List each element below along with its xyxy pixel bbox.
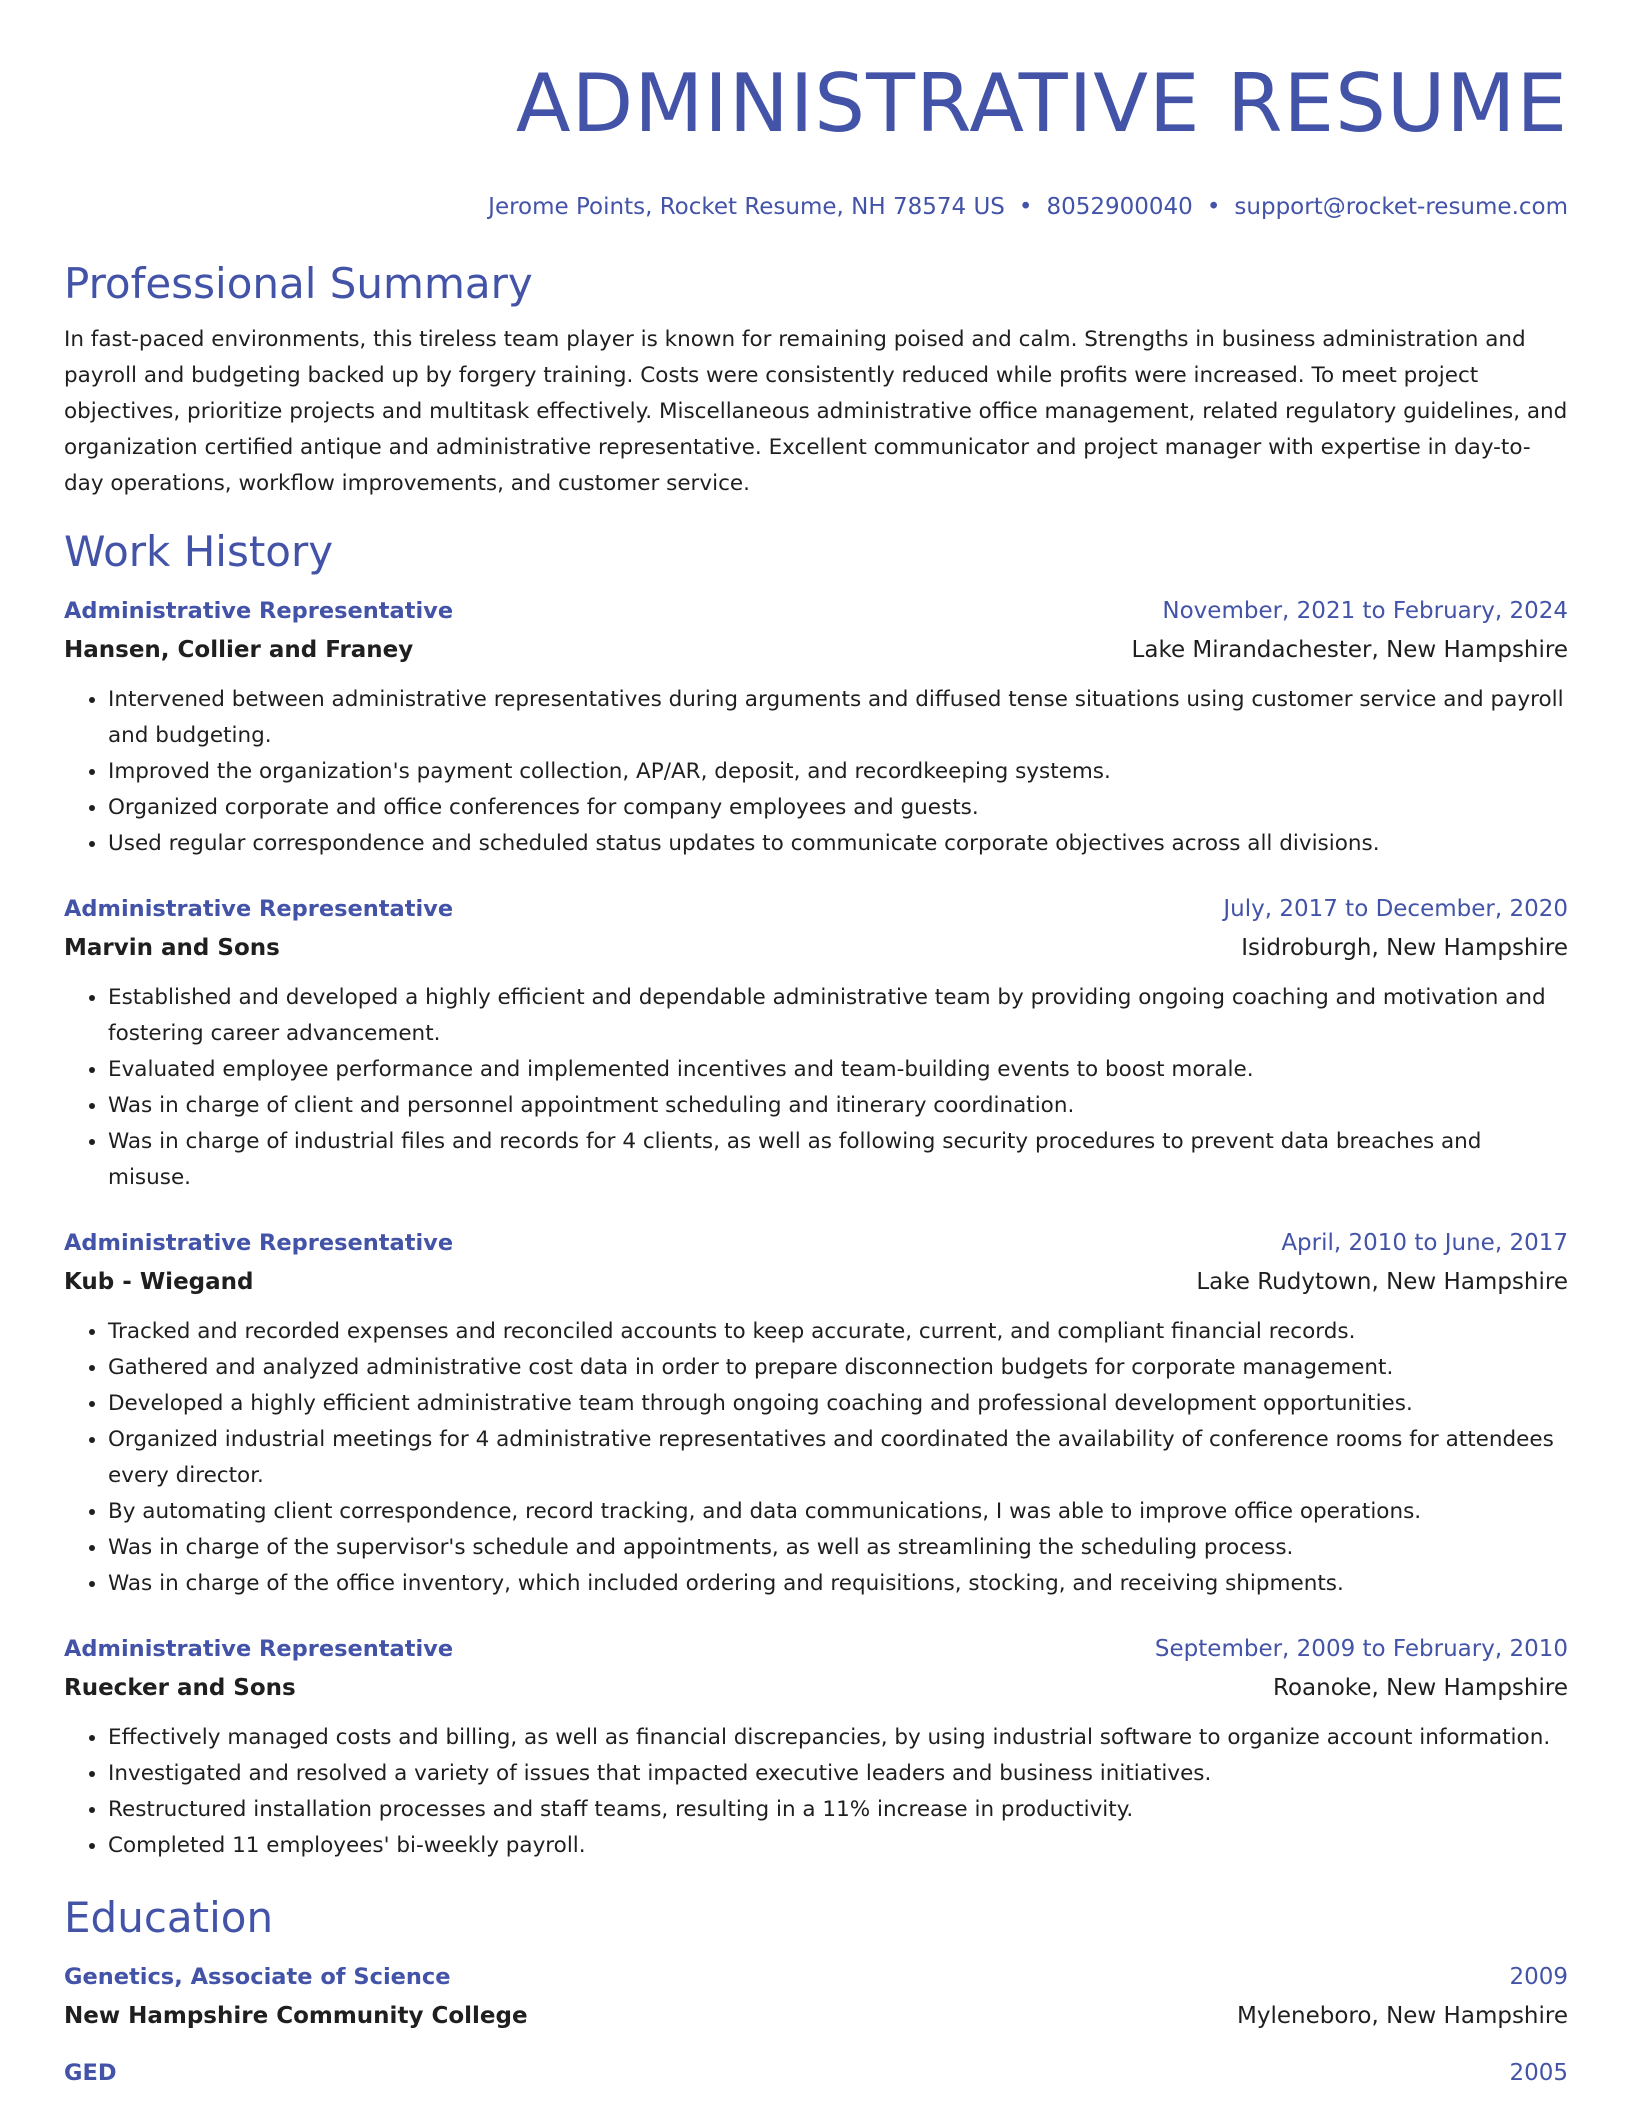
job-bullets (64, 1314, 1568, 1602)
job-entry (64, 890, 1568, 1196)
education-heading: Education (64, 1893, 274, 1942)
job-bullet: • Was in charge of the office inventory, which included ordering and requisitions, stocking, and receiving shipments. (108, 1566, 1568, 1602)
job-title: Administrative Representative (64, 1230, 454, 1256)
resume-header (64, 56, 1568, 222)
job-bullet: • Improved the organization's payment collection, AP/AR, deposit, and recordkeeping systems. (108, 754, 1568, 790)
contact-separator: • (1018, 194, 1033, 220)
document-title: ADMINISTRATIVE RESUME (515, 57, 1568, 150)
job-bullets (64, 682, 1568, 862)
job-company: Hansen, Collier and Franey (64, 637, 414, 663)
job-bullets (64, 980, 1568, 1196)
education-entry (64, 1958, 1568, 2036)
job-company-row (64, 928, 1568, 968)
job-bullet: • Organized corporate and office conferences for company employees and guests. (108, 790, 1568, 826)
job-company: Ruecker and Sons (64, 1675, 296, 1701)
summary-heading: Professional Summary (64, 259, 533, 308)
job-bullet: • Evaluated employee performance and implemented incentives and team-building events to boost morale. (108, 1052, 1568, 1088)
contact-email: support@rocket-resume.com (1234, 194, 1568, 220)
job-location: Isidroburgh, New Hampshire (1241, 935, 1568, 961)
job-company: Kub - Wiegand (64, 1269, 254, 1295)
job-bullet: • Tracked and recorded expenses and reconciled accounts to keep accurate, current, and compliant financial records. (108, 1314, 1568, 1350)
job-bullet: • Established and developed a highly efficient and dependable administrative team by providing ongoing coaching and motivation and fostering career advancement. (108, 980, 1568, 1052)
job-company: Marvin and Sons (64, 935, 280, 961)
job-bullet: • Was in charge of client and personnel appointment scheduling and itinerary coordination. (108, 1088, 1568, 1124)
job-location: Roanoke, New Hampshire (1273, 1675, 1568, 1701)
education-entry (64, 2054, 1568, 2092)
job-entry (64, 592, 1568, 862)
job-dates: July, 2017 to December, 2020 (1223, 896, 1568, 922)
education-year: 2005 (1509, 2060, 1568, 2086)
summary-section (64, 258, 1568, 502)
job-company-row (64, 1262, 1568, 1302)
job-entry (64, 1630, 1568, 1864)
education-school: New Hampshire Community College (64, 2003, 528, 2029)
job-bullets (64, 1720, 1568, 1864)
summary-text: In fast-paced environments, this tireless team player is known for remaining poised and calm. Strengths in business administration and payroll and budgeting backed up by forgery training. Costs were consistently reduced while profits were increased. To meet project objectives, prioritize projects and multitask effectively. Miscellaneous administrative office management, related regulatory guidelines, and organization certified antique and administrative representative. Excellent communicator and project manager with expertise in day-to-day operations, workflow improvements, and customer service. (64, 327, 1568, 496)
job-bullet: • Organized industrial meetings for 4 administrative representatives and coordinated the availability of conference rooms for attendees every director. (108, 1422, 1568, 1494)
job-bullet: • Gathered and analyzed administrative cost data in order to prepare disconnection budgets for corporate management. (108, 1350, 1568, 1386)
education-location: Myleneboro, New Hampshire (1237, 2003, 1568, 2029)
job-company-row (64, 630, 1568, 670)
job-title-row (64, 890, 1568, 928)
education-degree: GED (64, 2060, 117, 2086)
job-dates: September, 2009 to February, 2010 (1154, 1636, 1568, 1662)
job-bullet: • Restructured installation processes and staff teams, resulting in a 11% increase in productivity. (108, 1792, 1568, 1828)
work-history-section (64, 526, 1568, 1864)
job-dates: November, 2021 to February, 2024 (1162, 598, 1568, 624)
job-bullet: • Effectively managed costs and billing, as well as financial discrepancies, by using industrial software to organize account information. (108, 1720, 1568, 1756)
education-year: 2009 (1509, 1964, 1568, 1990)
job-bullet: • Was in charge of the supervisor's schedule and appointments, as well as streamlining the scheduling process. (108, 1530, 1568, 1566)
job-company-row (64, 1668, 1568, 1708)
job-bullet: • Developed a highly efficient administrative team through ongoing coaching and professional development opportunities. (108, 1386, 1568, 1422)
job-bullet: • Was in charge of industrial files and records for 4 clients, as well as following security procedures to prevent data breaches and misuse. (108, 1124, 1568, 1196)
contact-line (64, 192, 1568, 222)
work-history-heading: Work History (64, 527, 334, 576)
job-location: Lake Mirandachester, New Hampshire (1131, 637, 1568, 663)
job-entry (64, 1224, 1568, 1602)
job-bullet: • Completed 11 employees' bi-weekly payroll. (108, 1828, 1568, 1864)
education-school-row (64, 1996, 1568, 2036)
education-degree-row (64, 2054, 1568, 2092)
job-title: Administrative Representative (64, 896, 454, 922)
job-bullet: • Investigated and resolved a variety of issues that impacted executive leaders and business initiatives. (108, 1756, 1568, 1792)
job-bullet: • Intervened between administrative representatives during arguments and diffused tense situations using customer service and payroll and budgeting. (108, 682, 1568, 754)
job-title: Administrative Representative (64, 598, 454, 624)
job-location: Lake Rudytown, New Hampshire (1196, 1269, 1568, 1295)
job-dates: April, 2010 to June, 2017 (1281, 1230, 1568, 1256)
contact-phone: 8052900040 (1046, 194, 1193, 220)
job-title-row (64, 1224, 1568, 1262)
contact-address: Jerome Points, Rocket Resume, NH 78574 US (488, 194, 1005, 220)
job-title: Administrative Representative (64, 1636, 454, 1662)
job-title-row (64, 592, 1568, 630)
job-bullet: • Used regular correspondence and scheduled status updates to communicate corporate objectives across all divisions. (108, 826, 1568, 862)
education-degree: Genetics, Associate of Science (64, 1964, 451, 1990)
job-bullet: • By automating client correspondence, record tracking, and data communications, I was able to improve office operations. (108, 1494, 1568, 1530)
job-title-row (64, 1630, 1568, 1668)
education-degree-row (64, 1958, 1568, 1996)
education-section (64, 1892, 1568, 2092)
contact-separator: • (1206, 194, 1221, 220)
